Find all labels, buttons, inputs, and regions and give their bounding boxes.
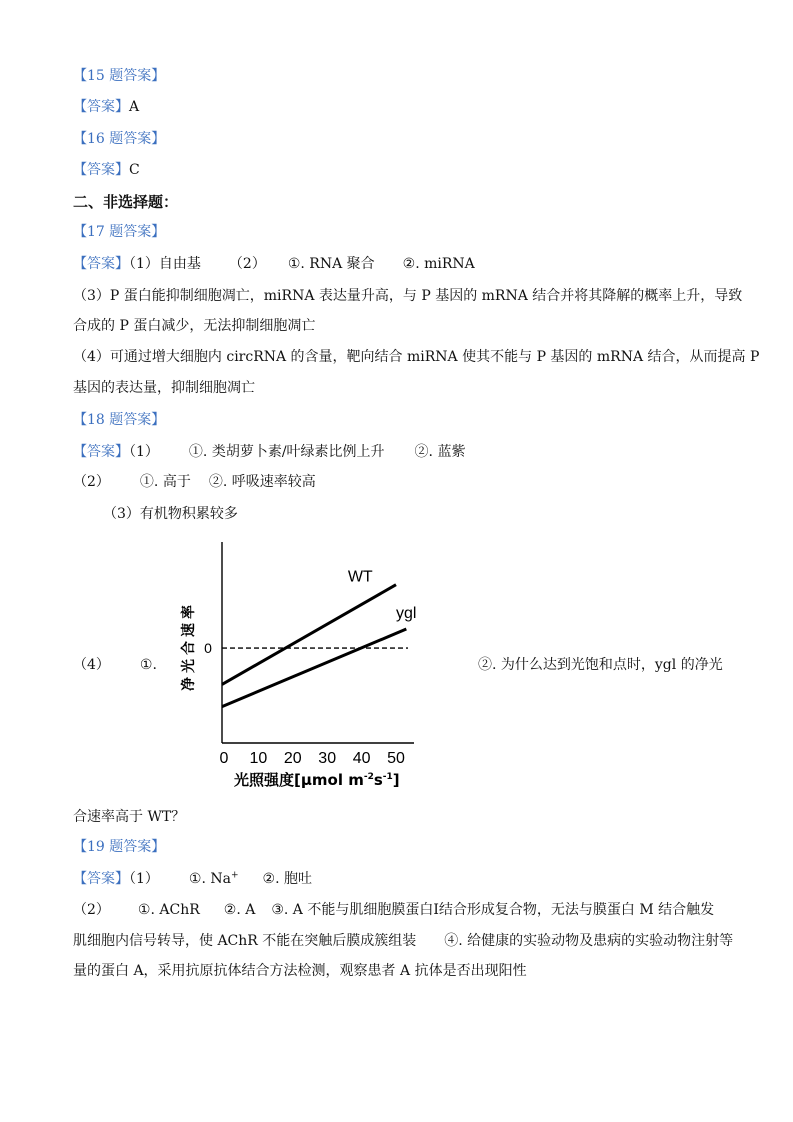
q17-answer-line1 xyxy=(73,254,475,274)
q18-header: 【18 题答案】 xyxy=(73,412,166,428)
y-axis-label-char: 速 xyxy=(181,623,197,637)
x-tick-label: 0 xyxy=(219,750,229,767)
q18-part1a: ①. 类胡萝卜素/叶绿素比例上升 xyxy=(188,444,385,460)
q18-part2: （2） xyxy=(73,474,110,490)
q17-part2b: ②. miRNA xyxy=(402,256,475,272)
answer-label: 【答案】 xyxy=(73,99,129,115)
x-tick-label: 10 xyxy=(249,750,268,767)
q18-part4b-line2: 合速率高于 WT？ xyxy=(73,809,186,825)
q19-part2b: ②. A xyxy=(223,902,256,918)
q18-part1b: ②. 蓝紫 xyxy=(414,444,466,460)
net-photosynthesis-chart xyxy=(178,535,438,797)
q17-part3-line2: 合成的 P 蛋白减少，无法抑制细胞凋亡 xyxy=(73,318,316,334)
x-tick-label: 50 xyxy=(387,750,405,767)
q19-answer-line1 xyxy=(73,869,312,889)
q18-part2b: ②. 呼吸速率较高 xyxy=(208,474,316,490)
legend-ygl: ygl xyxy=(396,604,417,622)
q18-part4: （4） xyxy=(73,657,110,673)
q18-answer-line1 xyxy=(73,442,465,462)
q18-part2a: ①. 高于 xyxy=(139,474,191,490)
q19-part2a: ①. AChR xyxy=(137,902,200,918)
q19-answer-line2 xyxy=(73,900,714,920)
x-axis-label: 光照强度[μmol $m^{-2}s^{-1}$] xyxy=(234,771,400,789)
y-axis-label xyxy=(180,605,197,691)
y-axis-label-char: 净 xyxy=(181,677,197,691)
answer-label: 【答案】 xyxy=(73,871,129,887)
q15-header: 【15 题答案】 xyxy=(73,68,166,84)
q17-part4-line2: 基因的表达量，抑制细胞凋亡 xyxy=(73,380,255,396)
answer-value: C xyxy=(129,162,140,178)
q17-part1: （1）自由基 xyxy=(129,256,201,272)
q17-header: 【17 题答案】 xyxy=(73,224,166,240)
q19-part2c: ③. A 不能与肌细胞膜蛋白Ⅰ结合形成复合物，无法与膜蛋白 M 结合触发 xyxy=(271,902,715,918)
q19-part2d: ④. 给健康的实验动物及患病的实验动物注射等 xyxy=(444,933,734,949)
q19-answer-line4: 量的蛋白 A，采用抗原抗体结合方法检测，观察患者 A 抗体是否出现阳性 xyxy=(73,963,527,979)
legend-wt: WT xyxy=(347,568,373,586)
x-tick-labels xyxy=(220,750,405,767)
q18-part4a: ①. xyxy=(139,657,157,673)
y-axis-label-char: 合 xyxy=(181,641,197,655)
answer-value: A xyxy=(129,99,140,115)
section-title: 二、非选择题： xyxy=(73,193,179,211)
q17-part3-line1: （3）P 蛋白能抑制细胞凋亡，miRNA 表达量升高，与 P 基因的 mRNA 结合并将其降解的概率上升，导致 xyxy=(73,288,743,304)
q15-answer xyxy=(73,97,139,117)
x-tick-label: 40 xyxy=(352,750,371,767)
q16-answer xyxy=(73,160,140,180)
q19-part1: （1） xyxy=(129,871,159,887)
q16-header: 【16 题答案】 xyxy=(73,131,166,147)
q17-part2a: ①. RNA 聚合 xyxy=(287,256,375,272)
q18-part1: （1） xyxy=(129,444,159,460)
q19-part1a: ①. Na+ xyxy=(188,870,239,887)
q19-answer-line3 xyxy=(73,931,733,951)
q17-part4-line1: （4）可通过增大细胞内 circRNA 的含量，靶向结合 miRNA 使其不能与 P 基因的 mRNA 结合，从而提高 P xyxy=(73,349,760,365)
q19-part2-l2: 肌细胞内信号转导，使 AChR 不能在突触后膜成簇组装 xyxy=(73,933,417,949)
q19-part1b: ②. 胞吐 xyxy=(262,871,312,887)
q18-part4b-line1: ②. 为什么达到光饱和点时，ygl 的净光 xyxy=(478,657,723,673)
q18-answer-line2 xyxy=(73,472,316,492)
answer-label: 【答案】 xyxy=(73,162,129,178)
q18-part3: （3）有机物积累较多 xyxy=(103,506,238,522)
answer-label: 【答案】 xyxy=(73,256,129,272)
q17-part2: （2） xyxy=(228,256,266,272)
x-tick-label: 30 xyxy=(318,750,337,767)
y-axis-label-char: 光 xyxy=(181,659,197,673)
q18-part4-label xyxy=(73,655,157,675)
answer-label: 【答案】 xyxy=(73,444,129,460)
x-tick-label: 20 xyxy=(283,750,302,767)
y-axis-label-char: 率 xyxy=(181,605,197,619)
y-tick-zero: 0 xyxy=(204,640,212,657)
q19-part2: （2） xyxy=(73,902,110,918)
q19-header: 【19 题答案】 xyxy=(73,839,166,855)
